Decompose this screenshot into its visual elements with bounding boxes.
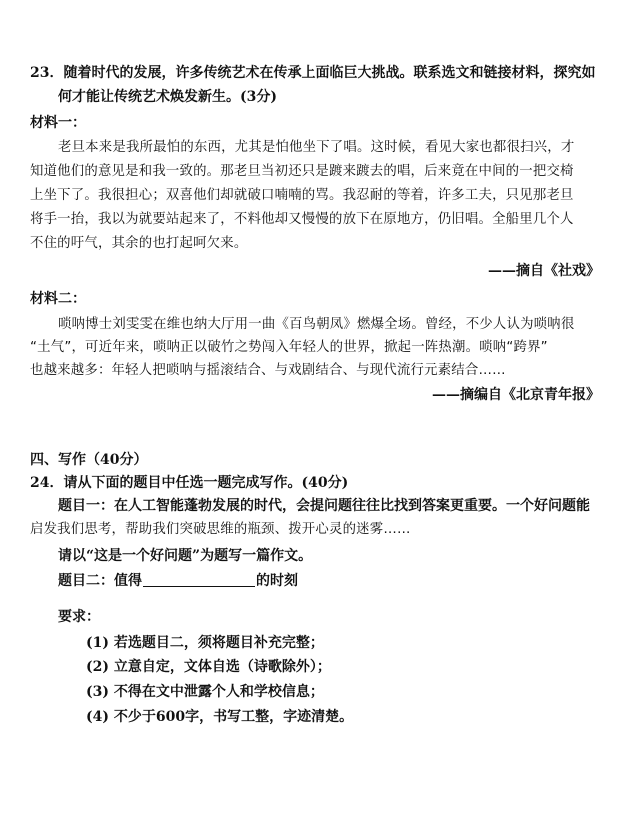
q24-requirement-4: (4) 不少于600字，书写工整，字迹清楚。 [86,709,354,725]
material1-line-3: 上坐下了。我很担心；双喜他们却就破口喃喃的骂。我忍耐的等着，许多工夫，只见那老旦 [30,188,574,203]
q23-line-1: 23．随着时代的发展，许多传统艺术在传承上面临巨大挑战。联系选文和链接材料，探究如 [30,65,596,81]
q23-line-2: 何才能让传统艺术焕发新生。(3分) [58,89,277,105]
q24-topic1-line-1-text: 题目一：在人工智能蓬勃发展的时代，会提问题往往比找到答案更重要。一个好问题能 [58,498,590,514]
material2-line-3: 也越来越多：年轻人把唢呐与摇滚结合、与戏剧结合、与现代流行元素结合…… [30,363,506,378]
material2-label: 材料二： [30,291,86,307]
q24-requirement-3: (3) 不得在文中泄露个人和学校信息； [86,684,324,700]
q24-requirement-2: (2) 立意自定，文体自选（诗歌除外）； [86,659,331,675]
q24-topic1-line-1 [58,497,590,515]
q24-topic1-line-2: 启发我们思考，帮助我们突破思维的瓶颈、拨开心灵的迷雾…… [30,522,411,537]
material1-line-5: 不住的吁气，其余的也打起呵欠来。 [30,236,248,251]
q24-topic2-prefix: 题目二：值得 [58,573,142,589]
q24-topic2-suffix: 的时刻 [256,573,298,589]
q24-requirement-1: (1) 若选题目二，须将题目补充完整； [86,635,324,651]
material1-line-4: 将手一抬，我以为就要站起来了，不料他却又慢慢的放下在原地方，仍旧唱。全船里几个人 [30,212,574,227]
material1-label: 材料一： [30,115,86,131]
material1-line-1: 老旦本来是我所最怕的东西，尤其是怕他坐下了唱。这时候，看见大家也都很扫兴，才 [58,140,575,155]
q24-topic2-blank [143,572,255,587]
section4-heading: 四、写作（40分） [30,452,148,468]
q24-requirements-label: 要求： [58,609,100,625]
material1-line-2: 知道他们的意见是和我一致的。那老旦当初还只是踱来踱去的唱，后来竟在中间的一把交椅 [30,164,574,179]
material2-line-1: 唢呐博士刘雯雯在维也纳大厅用一曲《百鸟朝凤》燃爆全场。曾经，不少人认为唢呐很 [58,317,575,332]
material2-line-2: “土气”，可近年来，唢呐正以破竹之势闯入年轻人的世界，掀起一阵热潮。唢呐“跨界” [30,340,548,355]
q24-topic1-instruction: 请以“这是一个好问题”为题写一篇作文。 [58,548,313,564]
material1-source: ——摘自《社戏》 [488,263,600,279]
material2-source: ——摘编自《北京青年报》 [432,387,600,403]
q24-topic2 [58,572,298,590]
q24-prompt: 24．请从下面的题目中任选一题完成写作。(40分) [30,475,349,491]
